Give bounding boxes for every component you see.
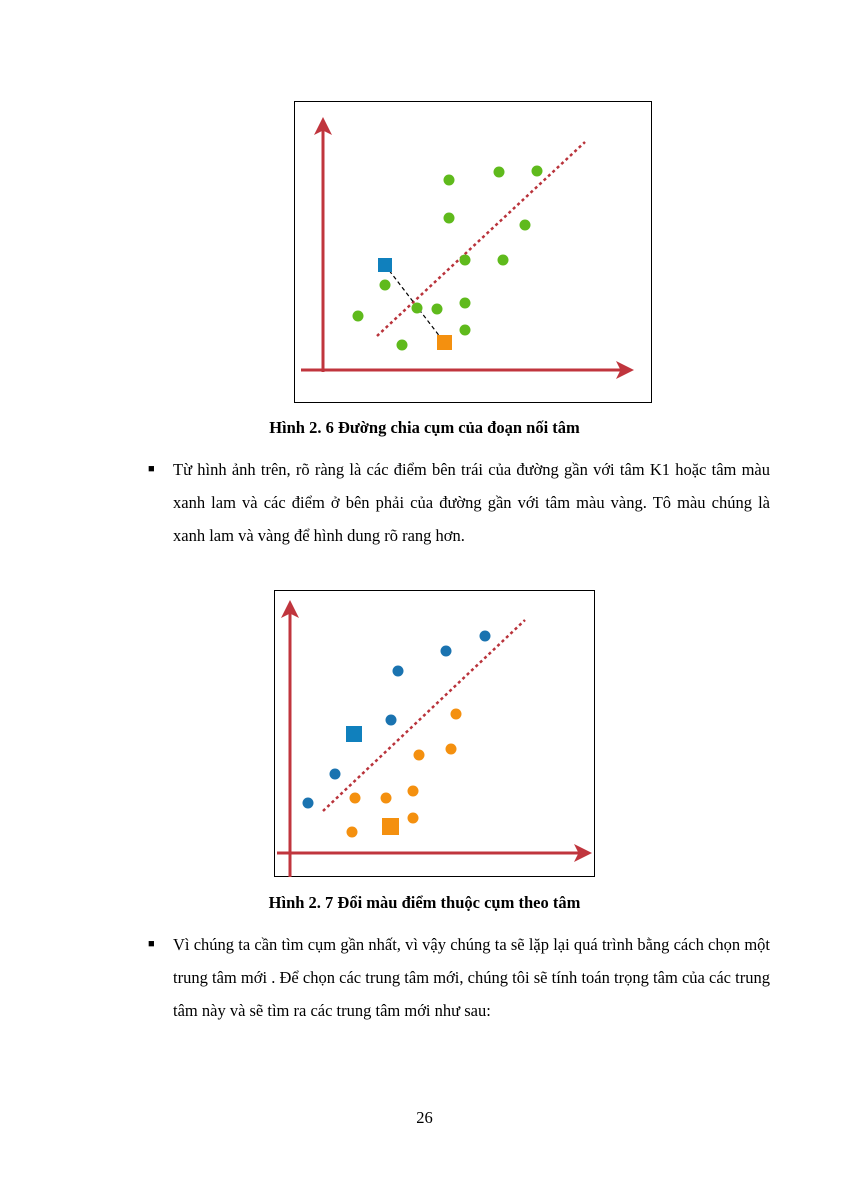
data-point: [444, 175, 455, 186]
data-point: [444, 213, 455, 224]
figure-2-centroid-orange: [382, 818, 399, 835]
data-point-blue: [441, 646, 452, 657]
data-point-orange: [350, 793, 361, 804]
data-point: [412, 303, 423, 314]
data-point-blue: [480, 631, 491, 642]
data-point: [460, 298, 471, 309]
data-point: [353, 311, 364, 322]
data-point: [532, 166, 543, 177]
data-point: [520, 220, 531, 231]
data-point-orange: [408, 786, 419, 797]
data-point-blue: [303, 798, 314, 809]
data-point-blue: [386, 715, 397, 726]
data-point-orange: [414, 750, 425, 761]
data-point-blue: [393, 666, 404, 677]
bullet-square-icon: ■: [148, 463, 155, 475]
figure-1-centroid-orange: [437, 335, 452, 350]
data-point-orange: [446, 744, 457, 755]
data-point-orange: [451, 709, 462, 720]
data-point-orange: [381, 793, 392, 804]
paragraph-1-text: Từ hình ảnh trên, rõ ràng là các điểm bên trái của đường gần với tâm K1 hoặc tâm màu xanh lam và các điểm ở bên phải của đường gần với tâm màu vàng. Tô màu chúng là xanh lam và vàng để hình dung rõ rang hơn.: [173, 460, 770, 545]
figure-2-plot: [275, 591, 596, 878]
figure-1-divider-line: [377, 142, 585, 336]
figure-2-caption: Hình 2. 7 Đổi màu điểm thuộc cụm theo tâm: [268, 893, 581, 912]
data-point: [494, 167, 505, 178]
data-point: [380, 280, 391, 291]
data-point: [397, 340, 408, 351]
data-point-blue: [330, 769, 341, 780]
bullet-paragraph-1: [148, 453, 770, 552]
figure-1-caption: Hình 2. 6 Đường chia cụm của đoạn nối tâm: [269, 418, 580, 437]
figure-2-blue-points: [303, 631, 491, 809]
figure-1: [294, 101, 652, 403]
figure-1-centroid-blue: [378, 258, 392, 272]
bullet-paragraph-2: [148, 928, 770, 1027]
data-point-orange: [347, 827, 358, 838]
bullet-square-icon: ■: [148, 938, 155, 950]
figure-2-centroid-blue: [346, 726, 362, 742]
figure-2: [274, 590, 595, 877]
figure-2-divider-line: [323, 620, 525, 811]
data-point: [498, 255, 509, 266]
figure-1-plot: [295, 102, 653, 404]
data-point-orange: [408, 813, 419, 824]
page-number: 26: [416, 1108, 433, 1127]
data-point: [460, 255, 471, 266]
data-point: [432, 304, 443, 315]
data-point: [460, 325, 471, 336]
paragraph-2-text: Vì chúng ta cần tìm cụm gần nhất, vì vậy chúng ta sẽ lặp lại quá trình bằng cách chọn một trung tâm mới . Để chọn các trung tâm mới, chúng tôi sẽ tính toán trọng tâm của các trung tâm này và sẽ tìm ra các trung tâm mới như sau:: [173, 935, 770, 1020]
